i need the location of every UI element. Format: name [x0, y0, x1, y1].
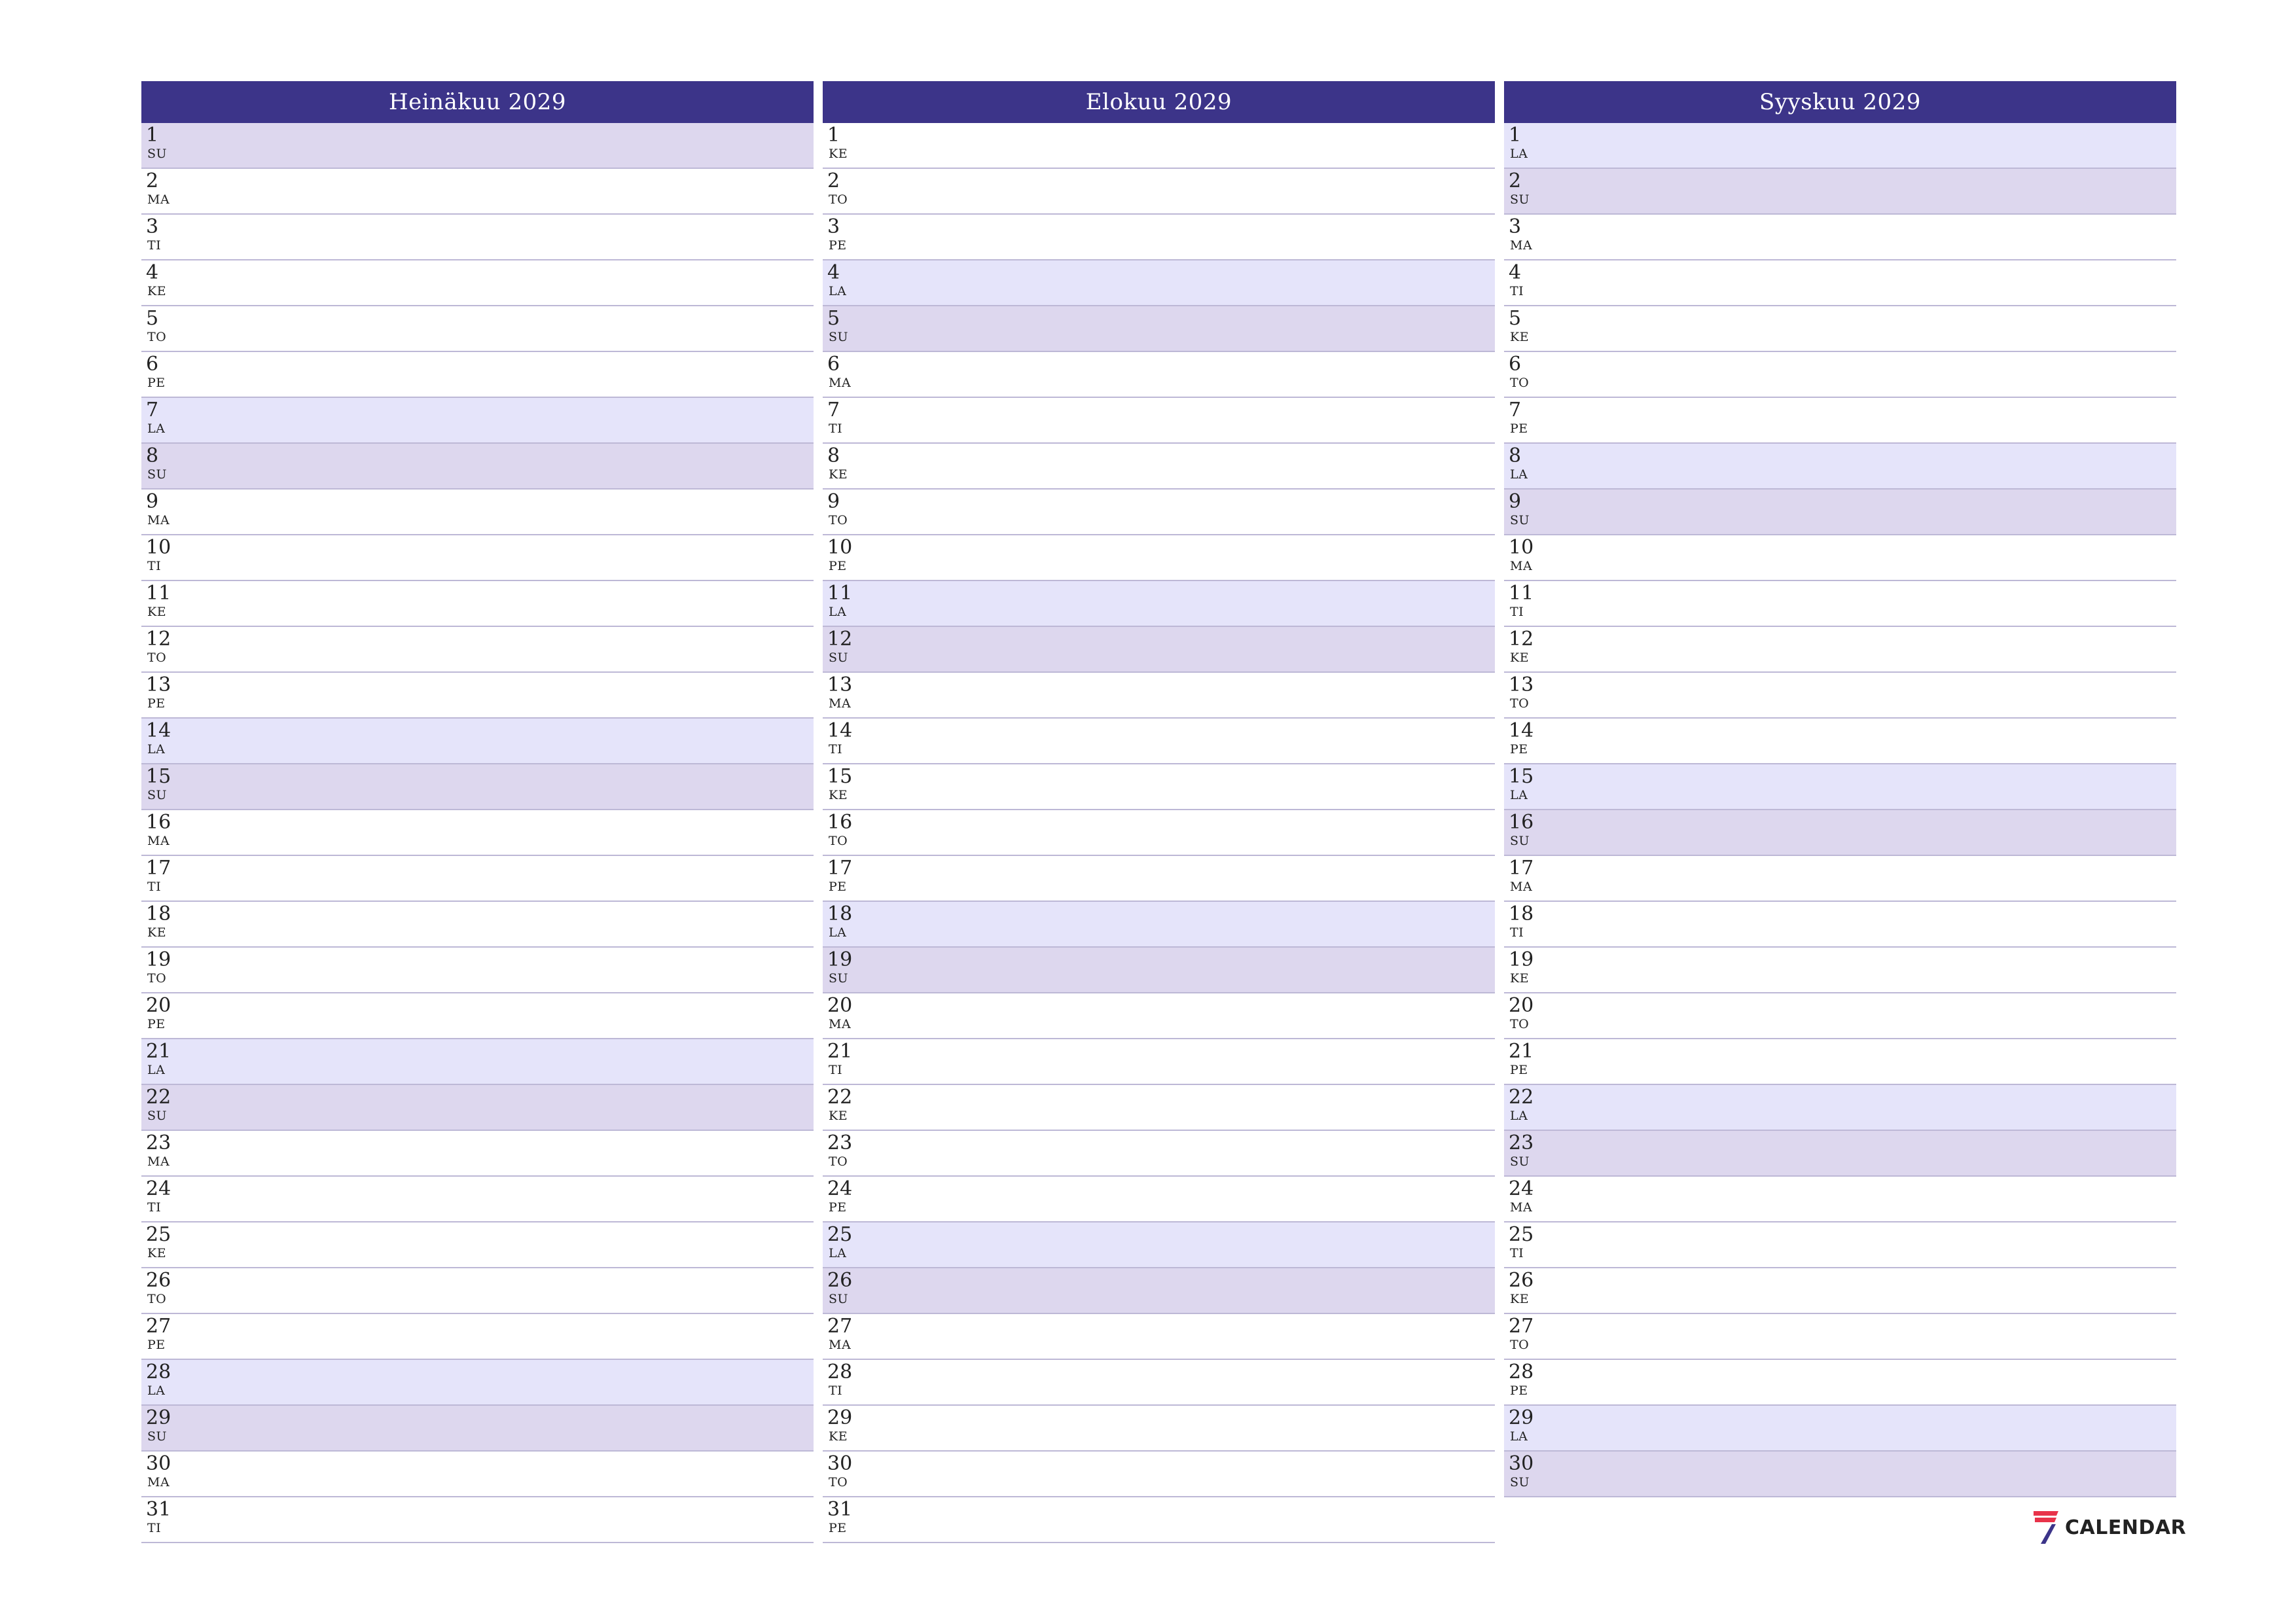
day-row — [823, 260, 1495, 306]
weekday-abbr: TO — [1510, 696, 1530, 711]
day-row — [823, 856, 1495, 902]
day-row — [1504, 1314, 2176, 1360]
weekday-abbr: SU — [147, 1109, 168, 1123]
day-row — [141, 902, 814, 948]
day-number: 23 — [827, 1132, 853, 1154]
day-row — [1504, 306, 2176, 352]
day-number: 13 — [146, 673, 171, 696]
day-number: 21 — [1509, 1040, 1534, 1063]
weekday-abbr: PE — [147, 1017, 166, 1031]
day-number: 24 — [827, 1177, 853, 1200]
day-number: 29 — [827, 1406, 853, 1429]
weekday-abbr: SU — [147, 788, 168, 802]
weekday-abbr: TI — [147, 238, 162, 253]
day-number: 22 — [827, 1086, 853, 1109]
day-number: 31 — [146, 1498, 171, 1521]
day-number: 14 — [1509, 719, 1534, 742]
day-row — [141, 719, 814, 764]
weekday-abbr: KE — [829, 1109, 848, 1123]
weekday-abbr: TO — [147, 971, 167, 986]
day-row — [823, 444, 1495, 490]
weekday-abbr: TI — [1510, 925, 1524, 940]
weekday-abbr: TI — [1510, 284, 1524, 298]
day-number: 19 — [1509, 948, 1534, 971]
day-number: 15 — [146, 765, 171, 788]
day-number: 17 — [146, 857, 171, 880]
day-row — [141, 810, 814, 856]
day-row — [141, 398, 814, 444]
day-number: 25 — [1509, 1223, 1534, 1246]
weekday-abbr: TO — [829, 1154, 848, 1169]
weekday-abbr: KE — [147, 284, 167, 298]
day-number: 27 — [827, 1315, 853, 1338]
day-row — [1504, 1452, 2176, 1497]
day-row — [141, 535, 814, 581]
day-row — [141, 1452, 814, 1497]
day-row — [823, 902, 1495, 948]
day-row — [1504, 260, 2176, 306]
weekday-abbr: TO — [1510, 376, 1530, 390]
weekday-abbr: PE — [147, 1338, 166, 1352]
weekday-abbr: MA — [1510, 238, 1533, 253]
day-number: 21 — [827, 1040, 853, 1063]
day-row — [1504, 1406, 2176, 1452]
day-row — [823, 1039, 1495, 1085]
month-column-heinakuu — [141, 81, 814, 1543]
day-row — [1504, 719, 2176, 764]
weekday-abbr: LA — [1510, 1429, 1528, 1444]
day-number: 20 — [146, 994, 171, 1017]
day-row — [141, 1131, 814, 1177]
day-row — [141, 764, 814, 810]
day-row — [141, 856, 814, 902]
weekday-abbr: SU — [829, 971, 849, 986]
day-row — [823, 1497, 1495, 1543]
day-number: 11 — [1509, 582, 1534, 605]
weekday-abbr: LA — [1510, 467, 1528, 482]
weekday-abbr: KE — [1510, 651, 1530, 665]
weekday-abbr: LA — [1510, 1109, 1528, 1123]
day-number: 8 — [827, 444, 840, 467]
weekday-abbr: TI — [829, 1063, 843, 1077]
day-number: 20 — [827, 994, 853, 1017]
day-row — [1504, 902, 2176, 948]
day-row — [823, 490, 1495, 535]
weekday-abbr: SU — [829, 651, 849, 665]
day-number: 18 — [1509, 902, 1534, 925]
day-row — [141, 1268, 814, 1314]
day-number: 2 — [1509, 169, 1522, 192]
day-row — [141, 1085, 814, 1131]
day-number: 22 — [1509, 1086, 1534, 1109]
weekday-abbr: SU — [1510, 834, 1530, 848]
weekday-abbr: LA — [147, 421, 166, 436]
weekday-abbr: TI — [147, 1200, 162, 1215]
day-row — [823, 1406, 1495, 1452]
day-row — [1504, 993, 2176, 1039]
weekday-abbr: TI — [829, 421, 843, 436]
day-row — [1504, 398, 2176, 444]
weekday-abbr: TI — [147, 880, 162, 894]
day-row — [1504, 764, 2176, 810]
weekday-abbr: TO — [147, 330, 167, 344]
day-number: 17 — [1509, 857, 1534, 880]
day-row — [823, 627, 1495, 673]
day-list — [1504, 123, 2176, 1497]
weekday-abbr: SU — [829, 330, 849, 344]
day-number: 1 — [1509, 124, 1522, 147]
day-row — [823, 810, 1495, 856]
day-row — [823, 352, 1495, 398]
weekday-abbr: MA — [147, 192, 170, 207]
day-number: 9 — [146, 490, 159, 513]
day-number: 1 — [827, 124, 840, 147]
day-number: 27 — [146, 1315, 171, 1338]
day-number: 4 — [1509, 261, 1522, 284]
day-number: 1 — [146, 124, 159, 147]
day-number: 9 — [1509, 490, 1522, 513]
day-row — [823, 1360, 1495, 1406]
day-row — [1504, 627, 2176, 673]
weekday-abbr: TO — [829, 513, 848, 527]
day-row — [1504, 352, 2176, 398]
day-row — [823, 1222, 1495, 1268]
weekday-abbr: KE — [147, 925, 167, 940]
day-number: 16 — [827, 811, 853, 834]
day-row — [141, 444, 814, 490]
day-number: 29 — [1509, 1406, 1534, 1429]
day-number: 10 — [827, 536, 853, 559]
day-row — [141, 1039, 814, 1085]
weekday-abbr: PE — [147, 696, 166, 711]
weekday-abbr: KE — [147, 1246, 167, 1260]
day-number: 4 — [146, 261, 159, 284]
day-row — [141, 1177, 814, 1222]
day-row — [141, 306, 814, 352]
day-number: 19 — [146, 948, 171, 971]
weekday-abbr: TI — [1510, 605, 1524, 619]
weekday-abbr: PE — [829, 1521, 847, 1535]
weekday-abbr: KE — [1510, 1292, 1530, 1306]
weekday-abbr: LA — [147, 1383, 166, 1398]
month-column-syyskuu — [1504, 81, 2176, 1543]
day-number: 2 — [827, 169, 840, 192]
weekday-abbr: KE — [147, 605, 167, 619]
day-number: 4 — [827, 261, 840, 284]
day-row — [141, 1406, 814, 1452]
day-number: 11 — [827, 582, 853, 605]
day-row — [141, 169, 814, 215]
day-number: 3 — [146, 215, 159, 238]
day-number: 25 — [827, 1223, 853, 1246]
weekday-abbr: MA — [829, 696, 852, 711]
day-row — [823, 1268, 1495, 1314]
month-header: Syyskuu 2029 — [1504, 81, 2176, 123]
weekday-abbr: LA — [829, 1246, 847, 1260]
weekday-abbr: KE — [1510, 971, 1530, 986]
day-number: 23 — [1509, 1132, 1534, 1154]
day-row — [823, 535, 1495, 581]
day-row — [141, 1314, 814, 1360]
day-number: 20 — [1509, 994, 1534, 1017]
weekday-abbr: KE — [829, 1429, 848, 1444]
weekday-abbr: MA — [1510, 1200, 1533, 1215]
day-number: 12 — [146, 628, 171, 651]
weekday-abbr: TO — [829, 834, 848, 848]
day-number: 16 — [146, 811, 171, 834]
day-row — [823, 169, 1495, 215]
day-number: 28 — [827, 1361, 853, 1383]
weekday-abbr: KE — [1510, 330, 1530, 344]
day-number: 15 — [1509, 765, 1534, 788]
day-number: 3 — [1509, 215, 1522, 238]
day-number: 15 — [827, 765, 853, 788]
calendar-columns — [141, 81, 2177, 1543]
day-row — [823, 1085, 1495, 1131]
weekday-abbr: PE — [1510, 742, 1528, 757]
day-row — [1504, 123, 2176, 169]
day-number: 29 — [146, 1406, 171, 1429]
day-number: 5 — [1509, 307, 1522, 330]
day-number: 28 — [146, 1361, 171, 1383]
weekday-abbr: PE — [147, 376, 166, 390]
day-row — [1504, 1131, 2176, 1177]
weekday-abbr: PE — [1510, 421, 1528, 436]
day-number: 6 — [146, 353, 159, 376]
day-number: 30 — [1509, 1452, 1534, 1475]
day-number: 26 — [146, 1269, 171, 1292]
weekday-abbr: TI — [829, 742, 843, 757]
day-row — [141, 490, 814, 535]
day-number: 13 — [1509, 673, 1534, 696]
weekday-abbr: SU — [1510, 192, 1530, 207]
day-list — [823, 123, 1495, 1543]
day-row — [141, 352, 814, 398]
day-row — [141, 627, 814, 673]
day-number: 5 — [146, 307, 159, 330]
day-number: 7 — [827, 399, 840, 421]
day-number: 3 — [827, 215, 840, 238]
day-number: 7 — [146, 399, 159, 421]
day-number: 8 — [1509, 444, 1522, 467]
day-row — [823, 123, 1495, 169]
weekday-abbr: SU — [1510, 1475, 1530, 1489]
day-row — [1504, 490, 2176, 535]
month-column-elokuu — [823, 81, 1495, 1543]
seven-logo-icon — [2032, 1510, 2060, 1545]
weekday-abbr: LA — [1510, 788, 1528, 802]
weekday-abbr: TO — [1510, 1338, 1530, 1352]
weekday-abbr: PE — [1510, 1063, 1528, 1077]
day-row — [823, 993, 1495, 1039]
day-number: 9 — [827, 490, 840, 513]
day-number: 6 — [1509, 353, 1522, 376]
day-number: 12 — [827, 628, 853, 651]
weekday-abbr: SU — [1510, 1154, 1530, 1169]
day-row — [141, 581, 814, 627]
day-row — [823, 1131, 1495, 1177]
weekday-abbr: TI — [829, 1383, 843, 1398]
day-row — [1504, 948, 2176, 993]
weekday-abbr: PE — [829, 1200, 847, 1215]
day-row — [141, 260, 814, 306]
day-row — [141, 1497, 814, 1543]
day-number: 26 — [1509, 1269, 1534, 1292]
day-number: 12 — [1509, 628, 1534, 651]
weekday-abbr: SU — [147, 467, 168, 482]
day-row — [823, 398, 1495, 444]
day-row — [823, 948, 1495, 993]
day-row — [823, 215, 1495, 260]
weekday-abbr: MA — [829, 1017, 852, 1031]
day-number: 21 — [146, 1040, 171, 1063]
day-row — [823, 306, 1495, 352]
day-row — [1504, 1039, 2176, 1085]
day-number: 14 — [146, 719, 171, 742]
day-row — [141, 1360, 814, 1406]
day-number: 30 — [146, 1452, 171, 1475]
day-number: 10 — [1509, 536, 1534, 559]
day-row — [1504, 1085, 2176, 1131]
day-row — [1504, 215, 2176, 260]
weekday-abbr: LA — [1510, 147, 1528, 161]
day-number: 10 — [146, 536, 171, 559]
day-number: 27 — [1509, 1315, 1534, 1338]
weekday-abbr: SU — [147, 147, 168, 161]
day-number: 8 — [146, 444, 159, 467]
day-row — [823, 1452, 1495, 1497]
weekday-abbr: PE — [829, 559, 847, 573]
day-row — [823, 673, 1495, 719]
day-row — [1504, 169, 2176, 215]
day-row — [1504, 581, 2176, 627]
weekday-abbr: MA — [1510, 559, 1533, 573]
day-row — [141, 948, 814, 993]
day-row — [823, 581, 1495, 627]
day-row — [141, 673, 814, 719]
weekday-abbr: SU — [147, 1429, 168, 1444]
weekday-abbr: TO — [829, 1475, 848, 1489]
day-list — [141, 123, 814, 1543]
day-number: 22 — [146, 1086, 171, 1109]
weekday-abbr: MA — [147, 513, 170, 527]
weekday-abbr: SU — [1510, 513, 1530, 527]
weekday-abbr: KE — [829, 467, 848, 482]
weekday-abbr: LA — [829, 284, 847, 298]
day-number: 13 — [827, 673, 853, 696]
day-row — [141, 215, 814, 260]
day-row — [823, 719, 1495, 764]
weekday-abbr: MA — [829, 376, 852, 390]
logo-text: CALENDAR — [2065, 1516, 2187, 1539]
weekday-abbr: MA — [1510, 880, 1533, 894]
weekday-abbr: MA — [147, 1475, 170, 1489]
day-number: 18 — [146, 902, 171, 925]
day-row — [1504, 856, 2176, 902]
day-number: 31 — [827, 1498, 853, 1521]
day-number: 17 — [827, 857, 853, 880]
weekday-abbr: PE — [1510, 1383, 1528, 1398]
day-number: 28 — [1509, 1361, 1534, 1383]
day-number: 26 — [827, 1269, 853, 1292]
day-number: 25 — [146, 1223, 171, 1246]
day-row — [1504, 810, 2176, 856]
day-number: 11 — [146, 582, 171, 605]
weekday-abbr: TO — [147, 651, 167, 665]
day-row — [1504, 673, 2176, 719]
weekday-abbr: PE — [829, 238, 847, 253]
day-row — [141, 1222, 814, 1268]
day-number: 30 — [827, 1452, 853, 1475]
day-row — [141, 993, 814, 1039]
weekday-abbr: MA — [829, 1338, 852, 1352]
day-number: 14 — [827, 719, 853, 742]
weekday-abbr: KE — [829, 788, 848, 802]
weekday-abbr: TI — [147, 1521, 162, 1535]
weekday-abbr: MA — [147, 834, 170, 848]
day-number: 16 — [1509, 811, 1534, 834]
weekday-abbr: LA — [829, 925, 847, 940]
weekday-abbr: LA — [147, 1063, 166, 1077]
day-row — [1504, 1360, 2176, 1406]
weekday-abbr: TO — [1510, 1017, 1530, 1031]
day-number: 24 — [146, 1177, 171, 1200]
day-number: 19 — [827, 948, 853, 971]
weekday-abbr: TO — [829, 192, 848, 207]
day-row — [823, 1314, 1495, 1360]
weekday-abbr: TO — [147, 1292, 167, 1306]
day-number: 18 — [827, 902, 853, 925]
weekday-abbr: SU — [829, 1292, 849, 1306]
day-number: 5 — [827, 307, 840, 330]
calendar-logo — [2032, 1509, 2186, 1546]
weekday-abbr: PE — [829, 880, 847, 894]
day-row — [1504, 1268, 2176, 1314]
month-header: Elokuu 2029 — [823, 81, 1495, 123]
day-row — [823, 764, 1495, 810]
weekday-abbr: TI — [147, 559, 162, 573]
weekday-abbr: TI — [1510, 1246, 1524, 1260]
day-row — [1504, 444, 2176, 490]
weekday-abbr: LA — [147, 742, 166, 757]
day-row — [1504, 1222, 2176, 1268]
day-number: 23 — [146, 1132, 171, 1154]
day-number: 2 — [146, 169, 159, 192]
day-number: 24 — [1509, 1177, 1534, 1200]
weekday-abbr: LA — [829, 605, 847, 619]
weekday-abbr: KE — [829, 147, 848, 161]
day-number: 7 — [1509, 399, 1522, 421]
day-row — [823, 1177, 1495, 1222]
day-number: 6 — [827, 353, 840, 376]
day-row — [141, 123, 814, 169]
day-row — [1504, 535, 2176, 581]
day-row — [1504, 1177, 2176, 1222]
month-header: Heinäkuu 2029 — [141, 81, 814, 123]
weekday-abbr: MA — [147, 1154, 170, 1169]
